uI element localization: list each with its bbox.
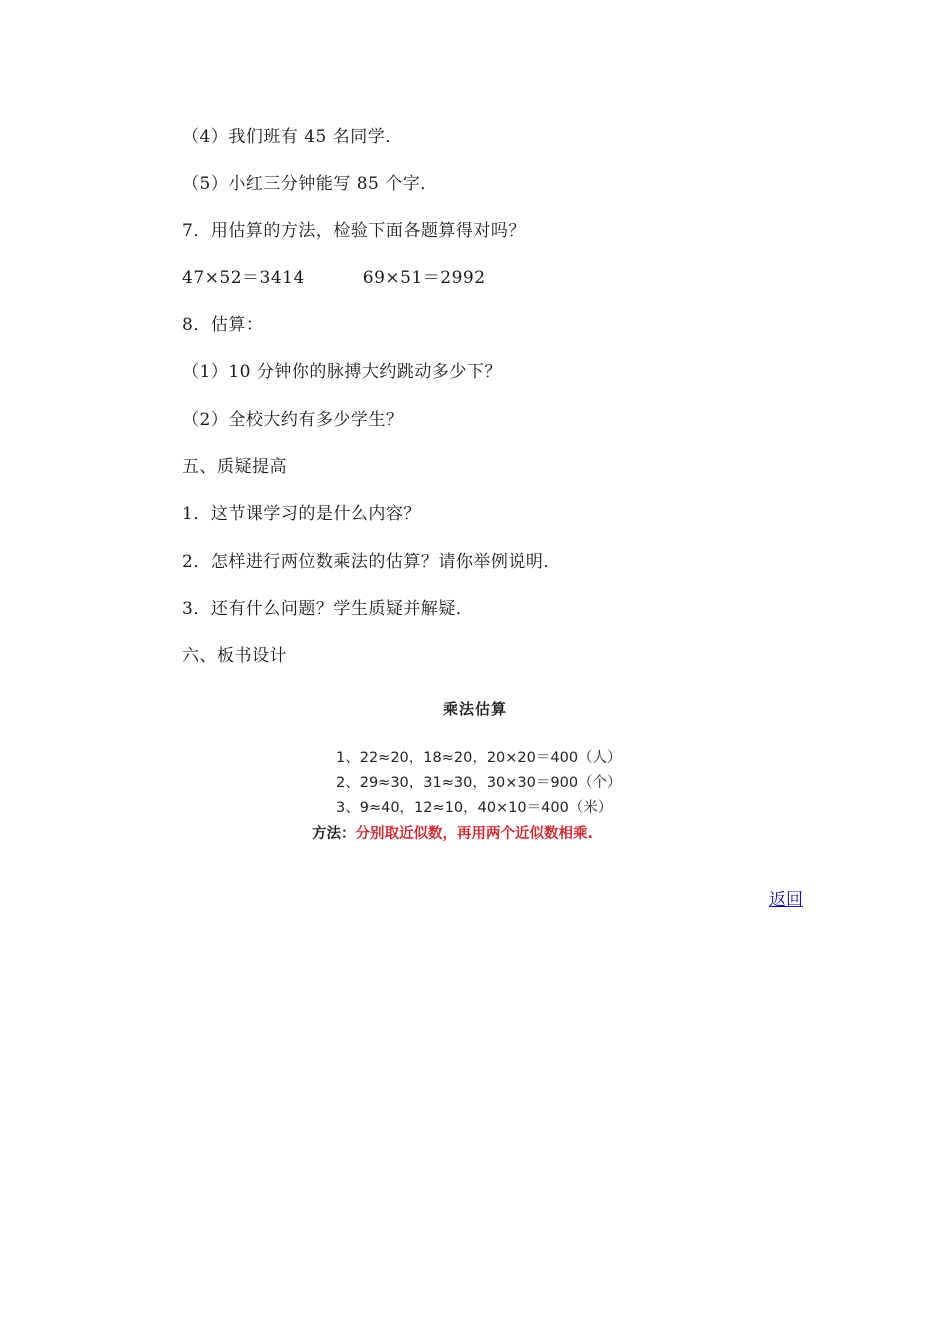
item-5-writing-speed: （5）小红三分钟能写 85 个字． [182,174,438,194]
question-8-heading: 8．估算： [182,315,264,335]
equations-row [182,267,486,289]
method-text: 分别取近似数，再用两个近似数相乘. [355,826,594,842]
board-row-3: 3、9≈40，12≈10，40×10＝400（米） [336,800,613,816]
item-2-school-students: （2）全校大约有多少学生？ [182,410,404,430]
return-link[interactable]: 返回 [769,890,803,910]
board-row-2: 2、29≈30，31≈30，30×30＝900（个） [336,775,622,791]
review-question-1: 1．这节课学习的是什么内容？ [182,504,421,524]
item-4-class-students: （4）我们班有 45 名同学． [182,127,403,147]
question-7-heading: 7．用估算的方法，检验下面各题算得对吗？ [182,221,526,241]
board-title: 乘法估算 [442,700,507,718]
blackboard-design-image [300,686,650,852]
method-label: 方法： [312,826,356,842]
section-5-heading: 五、质疑提高 [182,457,287,477]
item-1-pulse: （1）10 分钟你的脉搏大约跳动多少下？ [182,362,502,382]
review-question-3: 3．还有什么问题？学生质疑并解疑． [182,599,474,619]
board-method [312,824,593,844]
section-6-heading: 六、板书设计 [182,646,287,666]
equation-1: 47×52＝3414 [182,268,305,288]
review-question-2: 2．怎样进行两位数乘法的估算？请你举例说明． [182,552,561,572]
equation-2: 69×51＝2992 [362,268,486,288]
board-row-1: 1、22≈20，18≈20，20×20＝400（人） [336,750,622,766]
